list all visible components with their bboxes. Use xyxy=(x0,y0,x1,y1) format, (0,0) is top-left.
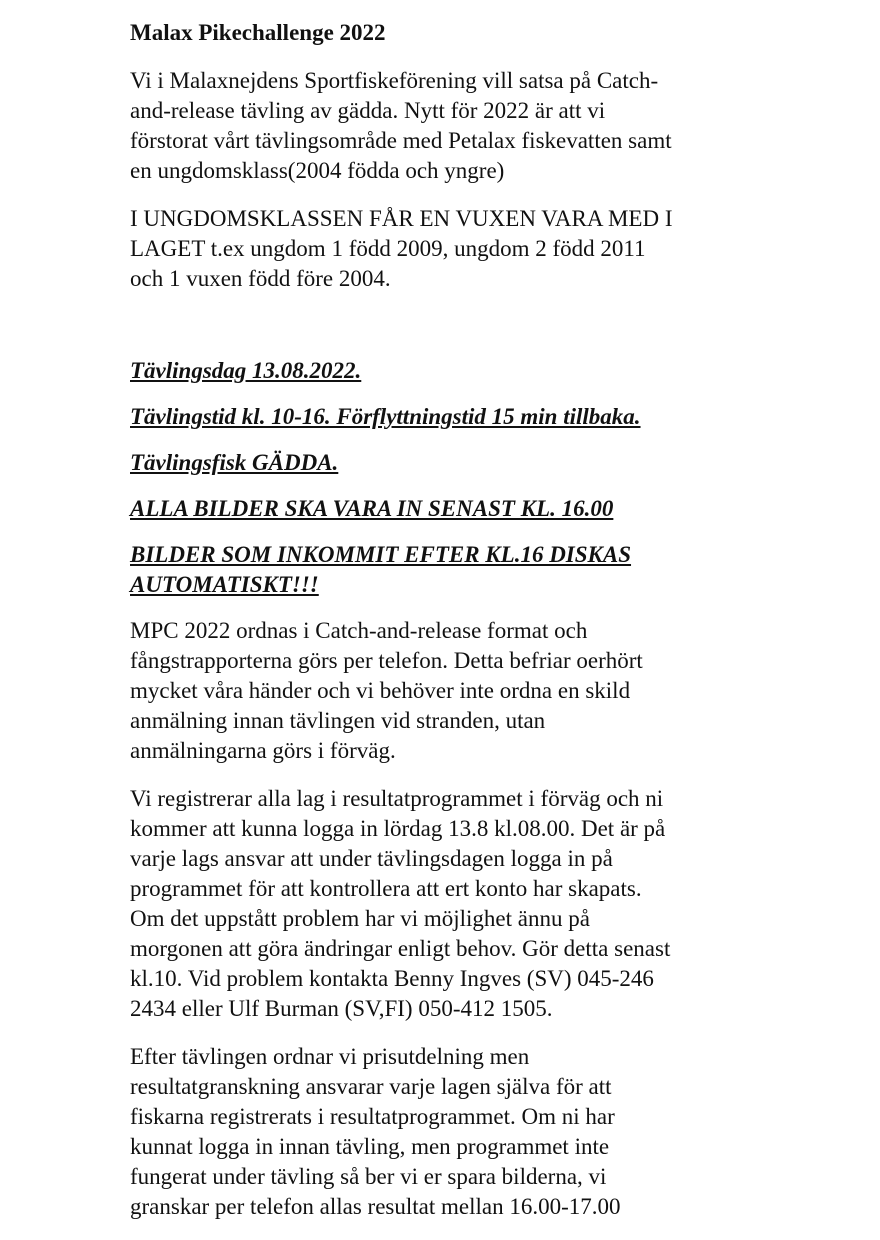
spacer xyxy=(130,312,760,356)
document-title: Malax Pikechallenge 2022 xyxy=(130,20,386,45)
competition-date: Tävlingsdag 13.08.2022. xyxy=(130,358,362,383)
format-paragraph: MPC 2022 ordnas i Catch-and-release format och fångstrapporterna görs per telefon. Detta befriar oerhört mycket våra händer och vi behöver inte ordna en skild anmälning innan tävlingen vid stranden, utan anmälningarna görs i förväg. xyxy=(130,618,643,763)
competition-fish: Tävlingsfisk GÄDDA. xyxy=(130,450,339,475)
competition-time: Tävlingstid kl. 10-16. Förflyttningstid 15 min tillbaka. xyxy=(130,404,641,429)
registration-paragraph: Vi registrerar alla lag i resultatprogrammet i förväg och ni kommer att kunna logga in lördag 13.8 kl.08.00. Det är på varje lags ansvar att under tävlingsdagen logga in på programmet för att kontrollera att ert konto har skapats. Om det uppstått problem har vi möjlighet ännu på morgonen att göra ändringar enligt behov. Gör detta senast kl.10. Vid problem kontakta Benny Ingves (SV) 045-246 2434 eller Ulf Burman (SV,FI) 050-412 1505. xyxy=(130,786,671,1021)
youth-class-paragraph: I UNGDOMSKLASSEN FÅR EN VUXEN VARA MED I LAGET t.ex ungdom 1 född 2009, ungdom 2 född 2011 och 1 vuxen född före 2004. xyxy=(130,206,673,291)
photo-deadline: ALLA BILDER SKA VARA IN SENAST KL. 16.00 xyxy=(130,496,614,521)
intro-paragraph: Vi i Malaxnejdens Sportfiskeförening vill satsa på Catch- and-release tävling av gädda. Nytt för 2022 är att vi förstorat vårt tävlingsområde med Petalax fiskevatten samt en ungdomsklass(2004 födda och yngre) xyxy=(130,68,672,183)
late-photo-disqualification: BILDER SOM INKOMMIT EFTER KL.16 DISKAS AUTOMATISKT!!! xyxy=(130,542,632,597)
document-page xyxy=(130,18,760,1240)
results-paragraph: Efter tävlingen ordnar vi prisutdelning men resultatgranskning ansvarar varje lagen själva för att fiskarna registrerats i resultatprogrammet. Om ni har kunnat logga in innan tävling, men programmet inte fungerat under tävling så ber vi er spara bilderna, vi granskar per telefon allas resultat mellan 16.00-17.00 xyxy=(130,1044,621,1219)
